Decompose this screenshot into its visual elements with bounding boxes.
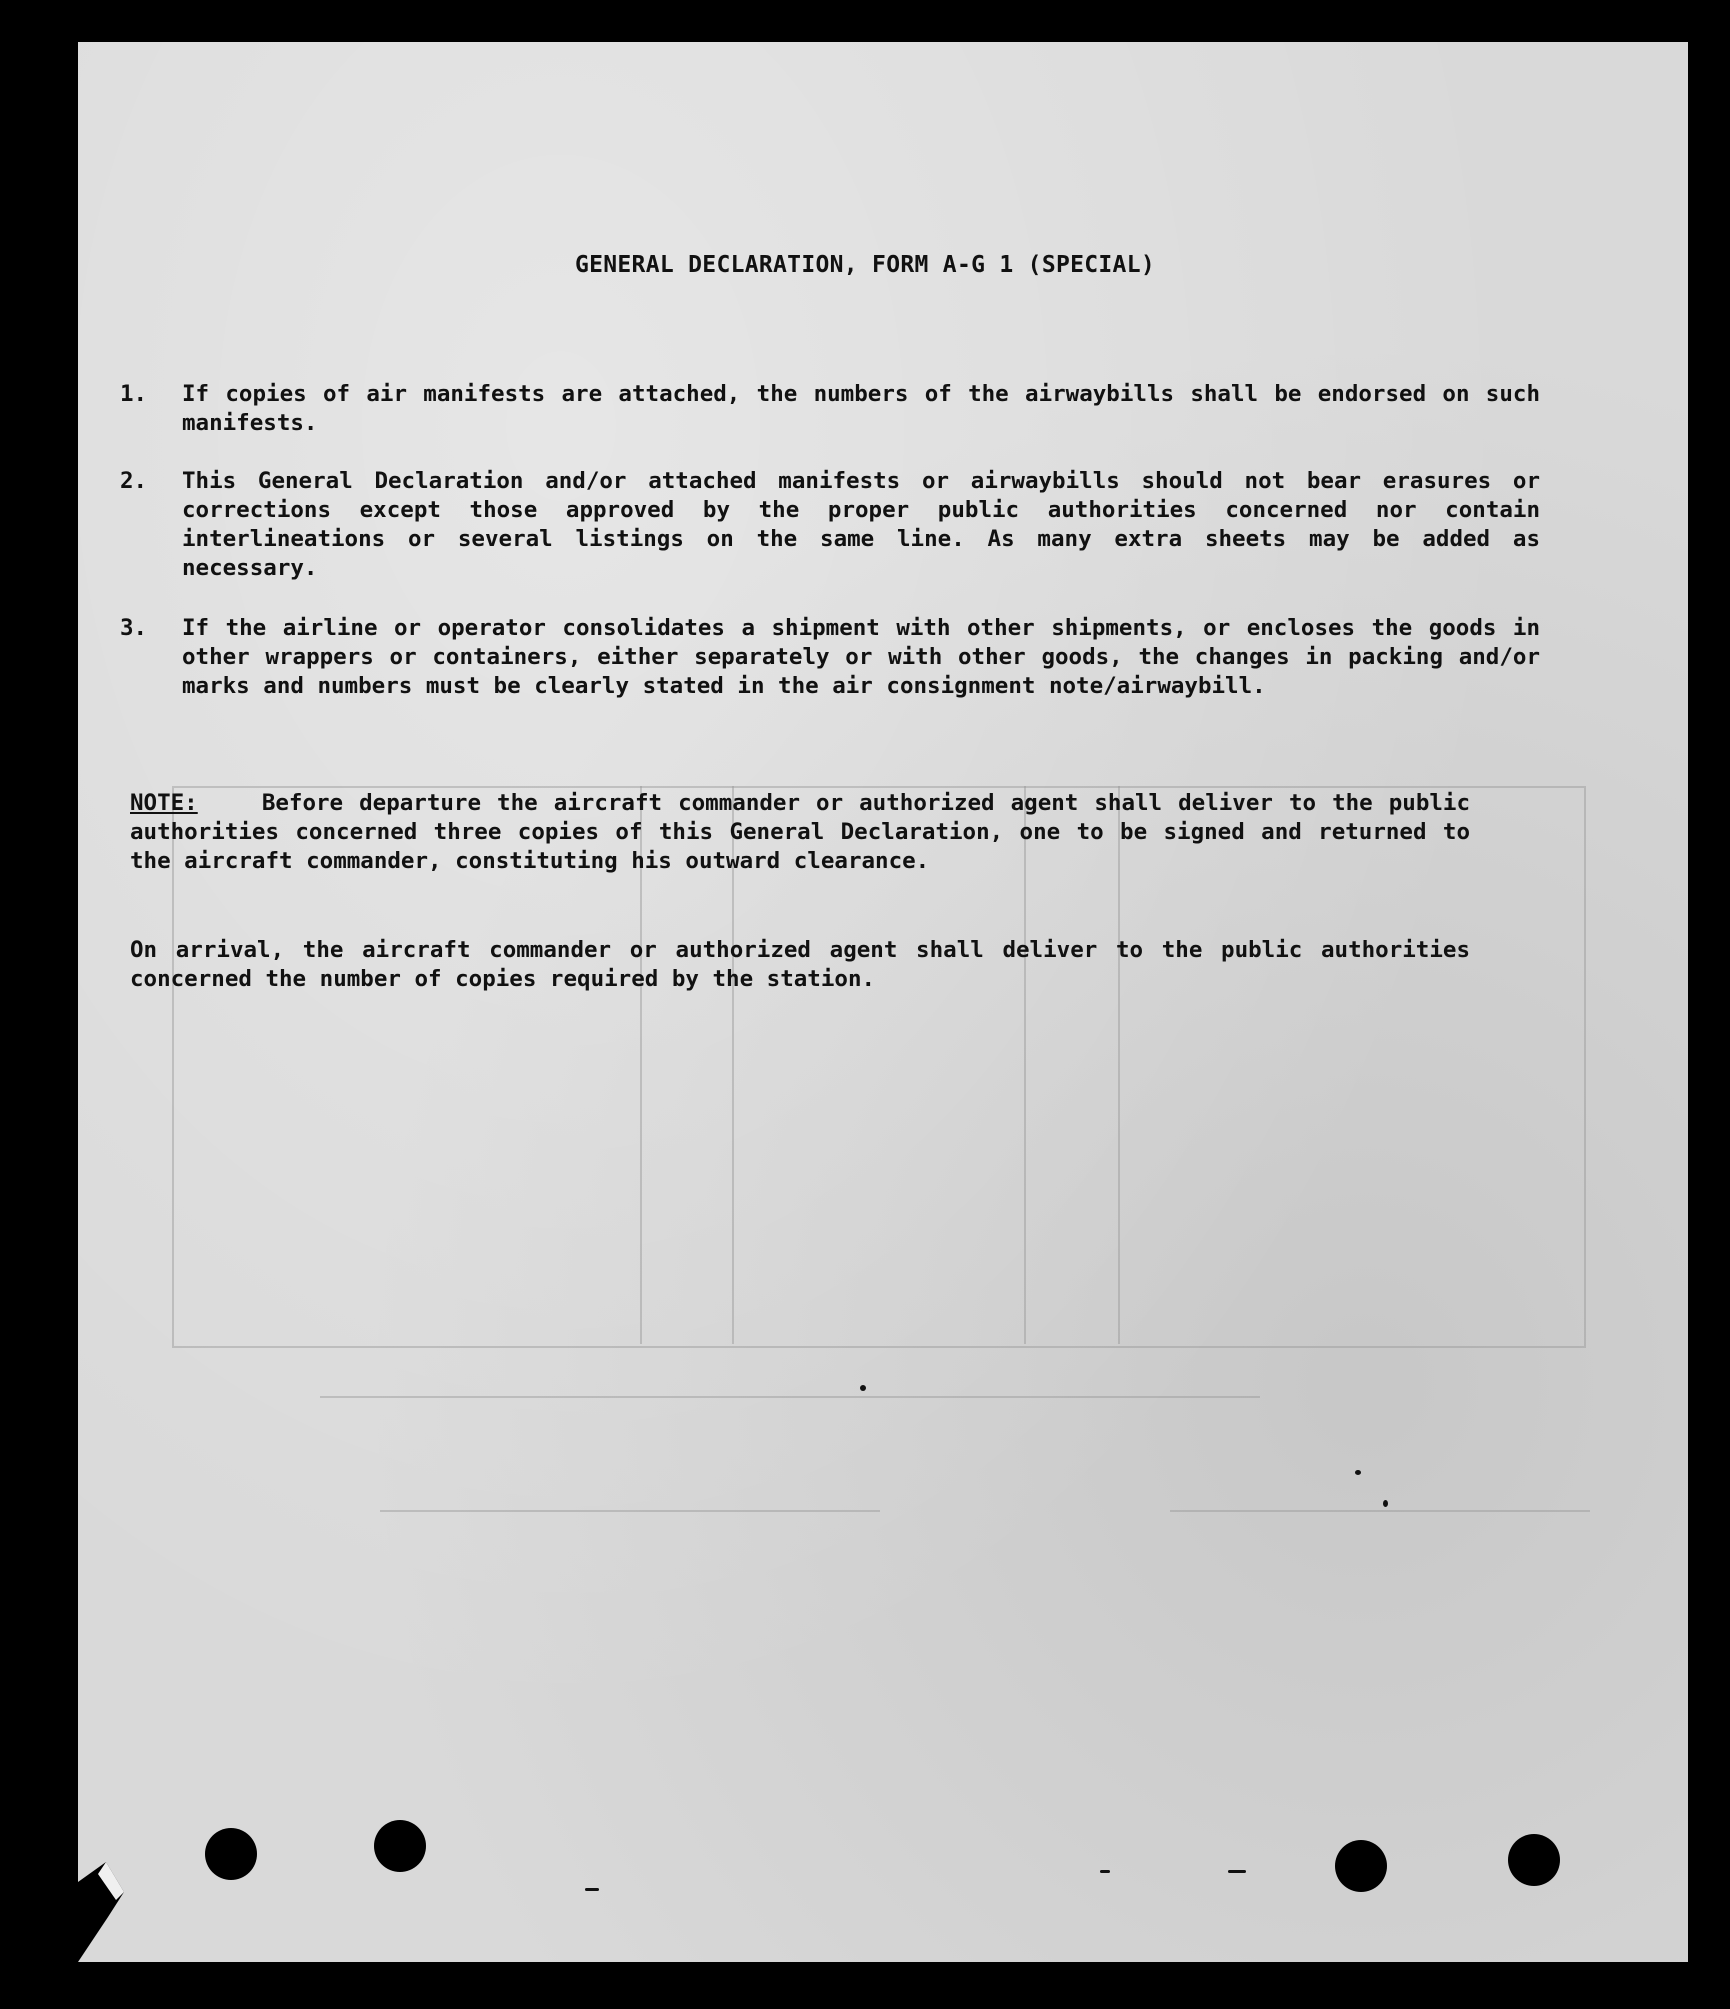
bleed-through-rule [320,1396,1260,1398]
item-number: 1. [120,381,148,407]
arrival-paragraph: On arrival, the aircraft commander or authorized agent shall deliver to the public authorities concerned the number of copies required by the station. [130,937,1470,992]
form-title: GENERAL DECLARATION, FORM A-G 1 (SPECIAL) [574,252,1156,278]
item-text: This General Declaration and/or attached manifests or airwaybills should not bear erasures or corrections except those approved by the proper public authorities concerned nor contain interlineations or several listings on the same line. As many extra sheets may be added as necessary. [182,468,1540,581]
note-text: Before departure the aircraft commander or authorized agent shall deliver to the public authorities concerned three copies of this General Declaration, one to be signed and returned to the aircraft commander, constituting his outward clearance. [130,790,1470,874]
ink-speck [860,1385,866,1391]
note-label: NOTE: [130,790,198,816]
ink-speck [585,1888,599,1891]
torn-corner [78,1822,158,1962]
punch-hole [374,1820,426,1872]
punch-hole [205,1828,257,1880]
item-text: If the airline or operator consolidates a shipment with other shipments, or encloses the goods in other wrappers or containers, either separately or with other goods, the changes in packing and/or marks and numbers must be clearly stated in the air consignment note/airwaybill. [182,615,1540,699]
punch-hole [1335,1840,1387,1892]
item-number: 2. [120,468,148,494]
instruction-item-1 [120,380,1540,438]
bleed-through-rule [380,1510,880,1512]
note-paragraph [130,789,1470,876]
item-number: 3. [120,615,148,641]
ink-speck [1383,1500,1388,1507]
item-text: If copies of air manifests are attached, the numbers of the airwaybills shall be endorsed on such manifests. [182,381,1540,436]
bleed-through-rule [1170,1510,1590,1512]
punch-hole [1508,1834,1560,1886]
ink-speck [1228,1870,1246,1873]
ink-speck [1100,1870,1110,1873]
instruction-item-2 [120,467,1540,583]
ink-speck [1355,1470,1361,1475]
instruction-item-3 [120,614,1540,701]
